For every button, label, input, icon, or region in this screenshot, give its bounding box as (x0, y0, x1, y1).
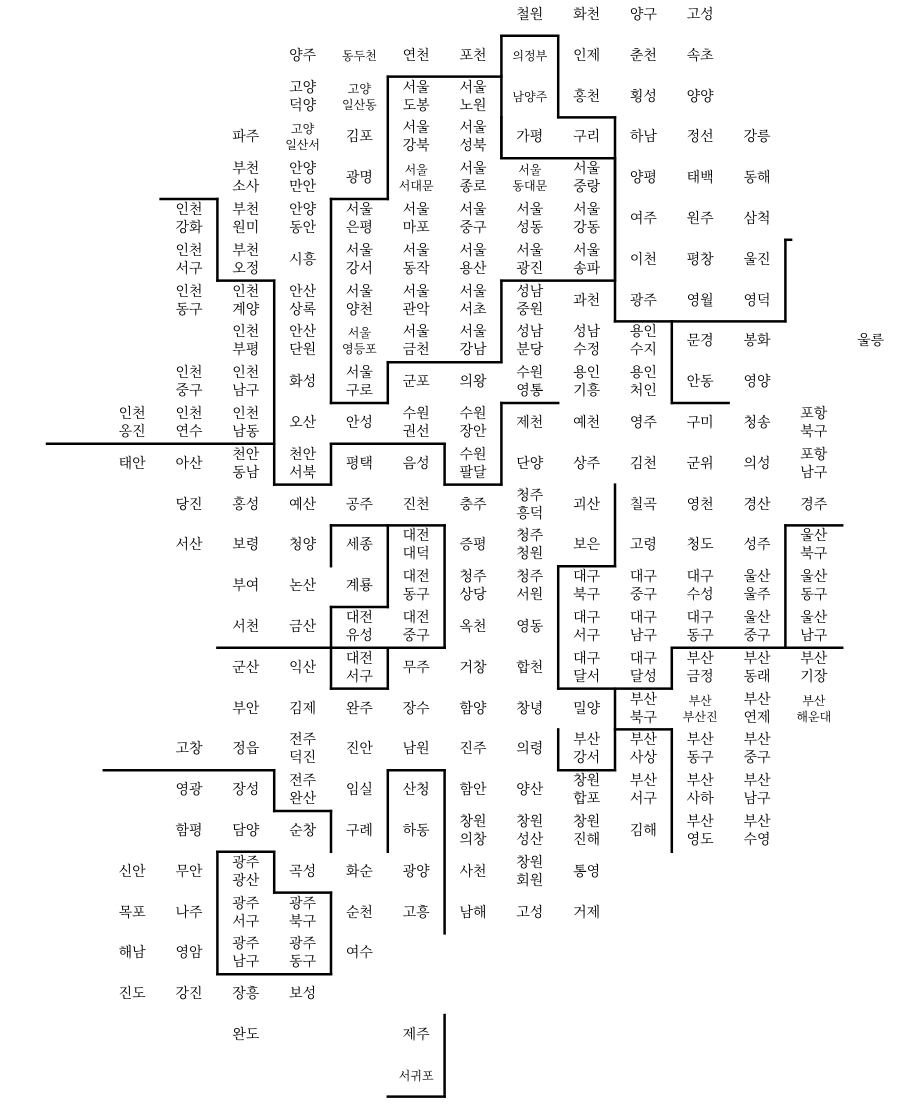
district-cell: 청양 (289, 537, 317, 554)
district-cell: 광주 광산 (232, 854, 260, 889)
district-cell: 음성 (402, 455, 430, 472)
district-cell: 여주 (629, 211, 657, 227)
district-cell: 부산 기장 (800, 650, 828, 685)
district-cell: 서울 영등포 (342, 326, 377, 357)
district-cell: 안산 단원 (289, 324, 317, 359)
district-cell: 군포 (402, 374, 430, 391)
district-cell: 김해 (629, 823, 657, 839)
district-cell: 고창 (175, 741, 203, 758)
district-cell: 포항 남구 (800, 446, 828, 481)
district-cell: 대전 서구 (345, 650, 373, 685)
district-cell: 부산 수영 (743, 814, 771, 848)
district-cell: 의성 (743, 455, 771, 472)
district-cell: 보령 (232, 537, 260, 554)
district-cell: 서울 동작 (402, 242, 430, 277)
district-cell: 성남 분당 (516, 324, 544, 359)
district-cell: 부산 동구 (686, 732, 714, 767)
district-cell: 원주 (686, 211, 714, 227)
district-cell: 남원 (402, 741, 430, 758)
district-cell: 부천 소사 (232, 161, 260, 196)
district-cell: 남해 (459, 904, 487, 921)
district-cell: 부산 강서 (573, 732, 601, 767)
district-cell: 대구 중구 (629, 569, 657, 604)
district-cell: 포항 북구 (800, 406, 828, 440)
district-cell: 이천 (629, 251, 657, 268)
district-cell: 부여 (232, 578, 260, 595)
district-cell: 고양 일산동 (342, 81, 377, 112)
district-cell: 공주 (345, 496, 373, 513)
district-cell: 전주 덕진 (289, 732, 317, 767)
district-cell: 의령 (516, 741, 544, 758)
district-cell: 군산 (232, 659, 260, 676)
district-cell: 창원 의창 (459, 814, 487, 848)
district-cell: 합천 (516, 659, 544, 676)
district-cell: 서울 중랑 (573, 161, 601, 196)
district-cell: 금산 (289, 619, 317, 635)
district-cell: 김제 (289, 700, 317, 717)
district-cell: 대전 중구 (402, 610, 430, 644)
district-cell: 서울 강서 (345, 242, 373, 277)
district-cell: 양평 (629, 170, 657, 187)
district-cell: 괴산 (573, 496, 601, 513)
district-cell: 익산 (289, 659, 317, 676)
district-cell: 오산 (289, 415, 317, 431)
district-cell: 청송 (743, 415, 771, 431)
district-cell: 진천 (402, 496, 430, 513)
district-cell: 대전 유성 (345, 610, 373, 644)
district-cell: 하동 (402, 823, 430, 839)
district-cell: 수원 팔달 (459, 446, 487, 481)
district-cell: 무안 (175, 863, 203, 880)
district-cell: 해남 (118, 945, 146, 962)
district-cell: 광양 (402, 863, 430, 880)
district-cell: 천안 동남 (232, 446, 260, 481)
district-cell: 서울 종로 (459, 161, 487, 196)
district-cell: 안양 만안 (289, 161, 317, 196)
district-cell: 예천 (573, 415, 601, 431)
district-cell: 순천 (345, 904, 373, 921)
district-cell: 대전 동구 (402, 569, 430, 604)
district-cell: 전주 완산 (289, 773, 317, 808)
district-cell: 옥천 (459, 619, 487, 635)
district-cell: 부산 부산진 (682, 693, 718, 724)
district-cell: 대구 남구 (629, 610, 657, 644)
district-cell: 정읍 (232, 741, 260, 758)
district-cell: 군위 (686, 455, 714, 472)
district-cell: 용인 수지 (629, 324, 657, 359)
district-cell: 영주 (629, 415, 657, 431)
district-cell: 부산 사하 (686, 773, 714, 808)
district-cell: 서산 (175, 537, 203, 554)
district-cell: 서울 강남 (459, 324, 487, 359)
district-cell: 단양 (516, 455, 544, 472)
district-cell: 서울 중구 (459, 202, 487, 236)
district-cell: 강진 (175, 986, 203, 1003)
district-cell: 화성 (289, 374, 317, 391)
district-cell: 고양 일산서 (285, 122, 320, 153)
district-cell: 창원 성산 (516, 814, 544, 848)
district-cell: 창원 진해 (573, 814, 601, 848)
district-cell: 창원 합포 (573, 773, 601, 808)
district-cell: 영덕 (743, 292, 771, 309)
district-cell: 양구 (629, 7, 657, 23)
district-cell: 아산 (175, 455, 203, 472)
district-cell: 무주 (402, 659, 430, 676)
district-cell: 경주 (800, 496, 828, 513)
district-cell: 부산 해운대 (796, 693, 832, 724)
district-cell: 영양 (743, 374, 771, 391)
district-cell: 용인 처인 (629, 365, 657, 400)
district-cell: 울산 동구 (800, 569, 828, 604)
district-cell: 수원 권선 (402, 406, 430, 440)
district-cell: 충주 (459, 496, 487, 513)
district-cell: 인천 남구 (232, 365, 260, 400)
district-cell: 광명 (345, 170, 373, 187)
district-cell: 태백 (686, 170, 714, 187)
district-cell: 영암 (175, 945, 203, 962)
district-cell: 대구 서구 (573, 610, 601, 644)
district-cell: 영천 (686, 496, 714, 513)
district-cell: 울산 중구 (743, 610, 771, 644)
district-cell: 청주 서원 (516, 569, 544, 604)
district-cell: 화순 (345, 863, 373, 880)
district-cell: 제천 (516, 415, 544, 431)
district-cell: 서울 동대문 (512, 163, 548, 194)
district-cell: 철원 (516, 7, 544, 23)
district-cell: 가평 (516, 129, 544, 146)
district-cell: 서울 도봉 (402, 79, 430, 114)
district-cell: 천안 서북 (289, 446, 317, 481)
district-cell: 서울 송파 (573, 242, 601, 277)
district-cell: 하남 (629, 129, 657, 146)
district-cell: 예산 (289, 496, 317, 513)
district-cell: 양산 (516, 782, 544, 799)
district-cell: 구리 (573, 129, 601, 146)
district-cell: 부산 남구 (743, 773, 771, 808)
district-cell: 안산 상록 (289, 283, 317, 318)
district-cell: 진도 (118, 986, 146, 1003)
district-cell: 삼척 (743, 211, 771, 227)
district-cell: 수원 장안 (459, 406, 487, 440)
district-cell: 완도 (232, 1027, 260, 1043)
district-cell: 구례 (345, 823, 373, 839)
district-cell: 부산 연제 (743, 691, 771, 726)
district-cell: 여수 (345, 945, 373, 962)
district-cell: 진주 (459, 741, 487, 758)
district-cell: 부산 중구 (743, 732, 771, 767)
district-cell: 거제 (573, 904, 601, 921)
district-cell: 서울 강북 (402, 120, 430, 155)
district-cell: 안동 (686, 374, 714, 391)
district-cell: 광주 남구 (232, 936, 260, 971)
district-cell: 평창 (686, 251, 714, 268)
district-cell: 당진 (175, 496, 203, 513)
district-cell: 부산 동래 (743, 650, 771, 685)
district-cell: 의왕 (459, 374, 487, 391)
district-cell: 창원 회원 (516, 854, 544, 889)
district-cell: 상주 (573, 455, 601, 472)
district-cell: 장수 (402, 700, 430, 717)
district-cell: 성주 (743, 537, 771, 554)
district-cell: 논산 (289, 578, 317, 595)
district-cell: 포천 (459, 47, 487, 64)
district-cell: 완주 (345, 700, 373, 717)
district-cell: 서울 관악 (402, 283, 430, 318)
district-cell: 울진 (743, 251, 771, 268)
district-cell: 제주 (402, 1027, 430, 1043)
district-cell: 사천 (459, 863, 487, 880)
district-cell: 인천 서구 (175, 242, 203, 277)
district-cell: 나주 (175, 904, 203, 921)
district-cell: 대구 북구 (573, 569, 601, 604)
district-cell: 부산 북구 (629, 691, 657, 726)
district-cell: 부산 영도 (686, 814, 714, 848)
district-cell: 춘천 (629, 47, 657, 64)
district-cell: 창녕 (516, 700, 544, 717)
district-cell: 증평 (459, 537, 487, 554)
district-cell: 서울 은평 (345, 202, 373, 236)
district-cell: 고흥 (402, 904, 430, 921)
district-cell: 부안 (232, 700, 260, 717)
district-cell: 홍성 (232, 496, 260, 513)
district-cell: 서울 광진 (516, 242, 544, 277)
district-cell: 대전 대덕 (402, 528, 430, 563)
district-cell: 안성 (345, 415, 373, 431)
district-cell: 서울 구로 (345, 365, 373, 400)
district-cell: 인제 (573, 47, 601, 64)
district-cell: 인천 남동 (232, 406, 260, 440)
district-cell: 성남 중원 (516, 283, 544, 318)
district-cell: 울산 북구 (800, 528, 828, 563)
district-cell: 정선 (686, 129, 714, 146)
district-cell: 함평 (175, 823, 203, 839)
district-cell: 태안 (118, 455, 146, 472)
district-cell: 서울 성북 (459, 120, 487, 155)
district-cell: 고성 (686, 7, 714, 23)
district-cell: 연천 (402, 47, 430, 64)
district-cell: 서울 노원 (459, 79, 487, 114)
district-cell: 담양 (232, 823, 260, 839)
district-cell: 영광 (175, 782, 203, 799)
district-cell: 서울 강동 (573, 202, 601, 236)
district-cell: 부산 사상 (629, 732, 657, 767)
district-cell: 칠곡 (629, 496, 657, 513)
district-cell: 대구 동구 (686, 610, 714, 644)
district-cell: 의정부 (512, 48, 548, 63)
district-cell: 대구 달서 (573, 650, 601, 685)
district-cell: 서울 금천 (402, 324, 430, 359)
district-cell: 양주 (289, 47, 317, 64)
district-cell: 동두천 (342, 48, 377, 63)
district-cell: 광주 동구 (289, 936, 317, 971)
district-cell: 거창 (459, 659, 487, 676)
district-cell: 부천 오정 (232, 242, 260, 277)
district-cell: 울릉 (857, 333, 885, 350)
district-cell: 홍천 (573, 88, 601, 105)
district-cell: 서울 성동 (516, 202, 544, 236)
district-cell: 부산 서구 (629, 773, 657, 808)
district-cell: 광주 (629, 292, 657, 309)
district-cell: 인천 동구 (175, 283, 203, 318)
district-cell: 통영 (573, 863, 601, 880)
district-cell: 양양 (686, 88, 714, 105)
district-cell: 동해 (743, 170, 771, 187)
district-cell: 울산 울주 (743, 569, 771, 604)
district-cell: 순창 (289, 823, 317, 839)
district-cell: 봉화 (743, 333, 771, 350)
district-cell: 성남 수정 (573, 324, 601, 359)
district-cell: 서귀포 (398, 1068, 434, 1083)
district-cell: 서울 용산 (459, 242, 487, 277)
district-cell: 세종 (345, 537, 373, 554)
district-cell: 광주 서구 (232, 895, 260, 930)
district-cell: 문경 (686, 333, 714, 350)
district-cell: 신안 (118, 863, 146, 880)
district-cell: 부천 원미 (232, 202, 260, 236)
district-cell: 횡성 (629, 88, 657, 105)
district-cell: 고성 (516, 904, 544, 921)
district-cell: 용인 기흥 (573, 365, 601, 400)
district-cell: 서울 마포 (402, 202, 430, 236)
district-cell: 보성 (289, 986, 317, 1003)
district-cell: 서울 서초 (459, 283, 487, 318)
district-cell: 속초 (686, 47, 714, 64)
district-cell: 고령 (629, 537, 657, 554)
district-cell: 서천 (232, 619, 260, 635)
district-cell: 곡성 (289, 863, 317, 880)
district-cell: 인천 옹진 (118, 406, 146, 440)
district-cell: 장성 (232, 782, 260, 799)
district-cell: 임실 (345, 782, 373, 799)
district-cell: 인천 계양 (232, 283, 260, 318)
district-cell: 강릉 (743, 129, 771, 146)
district-cell: 시흥 (289, 251, 317, 268)
district-cell: 파주 (232, 129, 260, 146)
district-cell: 진안 (345, 741, 373, 758)
district-cell: 함안 (459, 782, 487, 799)
district-cell: 인천 부평 (232, 324, 260, 359)
district-cell: 영월 (686, 292, 714, 309)
district-cell: 남양주 (512, 89, 548, 104)
district-cell: 대구 수성 (686, 569, 714, 604)
district-cell: 산청 (402, 782, 430, 799)
district-cell: 화천 (573, 7, 601, 23)
district-cell: 대구 달성 (629, 650, 657, 685)
district-cell: 서울 서대문 (398, 163, 434, 194)
district-cell: 함양 (459, 700, 487, 717)
district-cell: 영동 (516, 619, 544, 635)
district-cell: 안양 동안 (289, 202, 317, 236)
district-cell: 밀양 (573, 700, 601, 717)
district-cell: 김천 (629, 455, 657, 472)
district-cell: 인천 중구 (175, 365, 203, 400)
district-cell: 과천 (573, 292, 601, 309)
district-cell: 인천 연수 (175, 406, 203, 440)
district-cell: 김포 (345, 129, 373, 146)
district-cell: 장흥 (232, 986, 260, 1003)
district-cell: 광주 북구 (289, 895, 317, 930)
district-cell: 청주 청원 (516, 528, 544, 563)
district-cell: 구미 (686, 415, 714, 431)
district-cell: 청주 흥덕 (516, 487, 544, 522)
district-cell: 부산 금정 (686, 650, 714, 685)
district-cell: 인천 강화 (175, 202, 203, 236)
district-cell: 평택 (345, 455, 373, 472)
district-cell: 경산 (743, 496, 771, 513)
district-cell: 청도 (686, 537, 714, 554)
district-cell: 고양 덕양 (289, 79, 317, 114)
district-cell: 계룡 (345, 578, 373, 595)
district-cell: 서울 양천 (345, 283, 373, 318)
district-cell: 수원 영통 (516, 365, 544, 400)
district-cell: 목포 (118, 904, 146, 921)
district-cell: 청주 상당 (459, 569, 487, 604)
district-cell: 울산 남구 (800, 610, 828, 644)
district-cell: 보은 (573, 537, 601, 554)
